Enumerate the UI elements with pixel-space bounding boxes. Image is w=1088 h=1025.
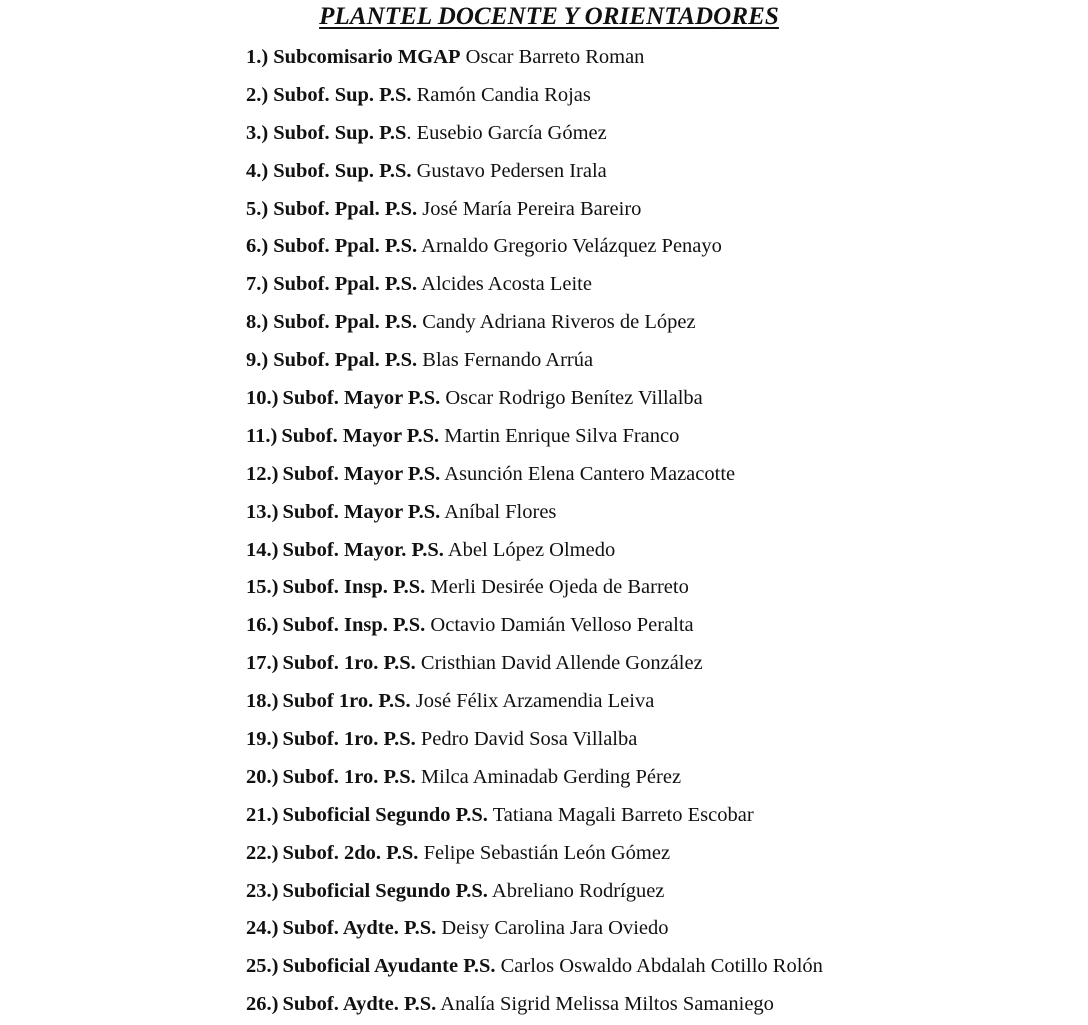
entry-number: 24.) xyxy=(246,917,279,940)
entry-name: José Félix Arzamendia Leiva xyxy=(415,690,655,713)
entry-number: 9.) xyxy=(246,349,269,372)
list-item xyxy=(246,154,823,192)
entry-number: 18.) xyxy=(246,690,279,713)
entry-number: 11.) xyxy=(246,424,278,447)
staff-list xyxy=(246,40,823,1025)
list-item xyxy=(246,40,823,78)
entry-name: Deisy Carolina Jara Oviedo xyxy=(441,917,669,940)
list-item xyxy=(246,836,823,874)
list-item xyxy=(246,116,823,154)
entry-rank: Subcomisario MGAP xyxy=(273,46,461,68)
entry-name: . Eusebio García Gómez xyxy=(406,121,607,144)
entry-rank: Subof. Aydte. P.S. xyxy=(282,993,437,1016)
entry-name: José María Pereira Bareiro xyxy=(422,197,642,220)
list-item xyxy=(246,78,823,116)
entry-rank: Subof. Mayor P.S. xyxy=(282,500,441,523)
entry-number: 12.) xyxy=(246,462,279,485)
entry-rank: Subof. Mayor P.S. xyxy=(282,462,441,485)
list-item xyxy=(246,684,823,722)
entry-number: 22.) xyxy=(246,841,279,864)
entry-rank: Subof. Mayor P.S. xyxy=(282,387,441,410)
entry-rank: Subof. Sup. P.S. xyxy=(273,159,412,182)
entry-rank: Subof. 1ro. P.S. xyxy=(282,652,416,675)
list-item xyxy=(246,457,823,495)
list-item xyxy=(246,381,823,419)
entry-number: 6.) xyxy=(246,235,269,258)
list-item xyxy=(246,305,823,343)
page-title: PLANTEL DOCENTE Y ORIENTADORES xyxy=(319,3,779,30)
entry-name: Asunción Elena Cantero Mazacotte xyxy=(444,462,736,485)
entry-rank: Suboficial Ayudante P.S. xyxy=(282,955,496,978)
entry-rank: Subof. Ppal. P.S. xyxy=(273,235,418,258)
entry-rank: Subof 1ro. P.S. xyxy=(282,690,411,713)
entry-number: 10.) xyxy=(246,387,279,410)
list-item xyxy=(246,987,823,1025)
entry-number: 8.) xyxy=(246,311,269,334)
entry-name: Oscar Rodrigo Benítez Villalba xyxy=(445,387,703,410)
entry-name: Oscar Barreto Roman xyxy=(465,46,645,68)
entry-rank: Subof. Ppal. P.S. xyxy=(273,349,418,372)
entry-number: 16.) xyxy=(246,614,279,637)
entry-name: Martin Enrique Silva Franco xyxy=(444,424,680,447)
list-item xyxy=(246,798,823,836)
entry-rank: Subof. Insp. P.S. xyxy=(282,576,426,599)
entry-number: 13.) xyxy=(246,500,279,523)
entry-rank: Suboficial Segundo P.S. xyxy=(282,803,488,826)
entry-name: Milca Aminadab Gerding Pérez xyxy=(420,765,682,788)
entry-rank: Subof. Mayor P.S. xyxy=(281,424,440,447)
entry-name: Carlos Oswaldo Abdalah Cotillo Rolón xyxy=(500,955,823,978)
list-item xyxy=(246,722,823,760)
entry-rank: Subof. Ppal. P.S. xyxy=(273,311,418,334)
list-item xyxy=(246,343,823,381)
list-item xyxy=(246,419,823,457)
entry-name: Alcides Acosta Leite xyxy=(421,273,592,296)
entry-name: Candy Adriana Riveros de López xyxy=(422,311,696,334)
list-item xyxy=(246,570,823,608)
entry-number: 25.) xyxy=(246,955,279,978)
entry-name: Tatiana Magali Barreto Escobar xyxy=(492,803,754,826)
list-item xyxy=(246,874,823,912)
entry-number: 23.) xyxy=(246,879,279,902)
list-item xyxy=(246,192,823,230)
entry-number: 20.) xyxy=(246,765,279,788)
entry-number: 3.) xyxy=(246,121,269,144)
list-item xyxy=(246,949,823,987)
list-item xyxy=(246,608,823,646)
entry-number: 5.) xyxy=(246,197,269,220)
entry-rank: Subof. Ppal. P.S. xyxy=(273,273,418,296)
entry-number: 15.) xyxy=(246,576,279,599)
list-item xyxy=(246,229,823,267)
entry-rank: Subof. 1ro. P.S. xyxy=(282,728,416,751)
entry-number: 2.) xyxy=(246,83,269,106)
list-item xyxy=(246,760,823,798)
entry-rank: Subof. Aydte. P.S. xyxy=(282,917,437,940)
entry-number: 26.) xyxy=(246,993,279,1016)
entry-name: Felipe Sebastián León Gómez xyxy=(423,841,671,864)
entry-rank: Subof. Mayor. P.S. xyxy=(282,538,444,561)
list-item xyxy=(246,646,823,684)
entry-number: 1.) xyxy=(246,46,269,68)
entry-rank: Suboficial Segundo P.S. xyxy=(282,879,488,902)
entry-rank: Subof. Insp. P.S. xyxy=(282,614,426,637)
entry-name: Analía Sigrid Melissa Miltos Samaniego xyxy=(440,993,774,1016)
entry-name: Ramón Candia Rojas xyxy=(416,83,591,106)
list-item xyxy=(246,533,823,571)
list-item xyxy=(246,911,823,949)
entry-name: Abel López Olmedo xyxy=(447,538,616,561)
entry-rank: Subof. Ppal. P.S. xyxy=(273,197,418,220)
entry-name: Merli Desirée Ojeda de Barreto xyxy=(430,576,689,599)
entry-name: Abreliano Rodríguez xyxy=(491,879,665,902)
entry-number: 19.) xyxy=(246,728,279,751)
entry-rank: Subof. 2do. P.S. xyxy=(282,841,419,864)
entry-name: Cristhian David Allende González xyxy=(420,652,703,675)
entry-name: Gustavo Pedersen Irala xyxy=(416,159,607,182)
entry-number: 4.) xyxy=(246,159,269,182)
entry-number: 7.) xyxy=(246,273,269,296)
entry-number: 21.) xyxy=(246,803,279,826)
entry-name: Arnaldo Gregorio Velázquez Penayo xyxy=(421,235,722,258)
entry-name: Blas Fernando Arrúa xyxy=(422,349,594,372)
entry-number: 17.) xyxy=(246,652,279,675)
entry-name: Aníbal Flores xyxy=(444,500,557,523)
entry-rank: Subof. Sup. P.S. xyxy=(273,83,412,106)
entry-rank: Subof. 1ro. P.S. xyxy=(282,765,416,788)
entry-name: Pedro David Sosa Villalba xyxy=(420,728,638,751)
entry-name: Octavio Damián Velloso Peralta xyxy=(430,614,694,637)
list-item xyxy=(246,267,823,305)
entry-number: 14.) xyxy=(246,538,279,561)
list-item xyxy=(246,495,823,533)
entry-rank: Subof. Sup. P.S xyxy=(273,121,407,144)
